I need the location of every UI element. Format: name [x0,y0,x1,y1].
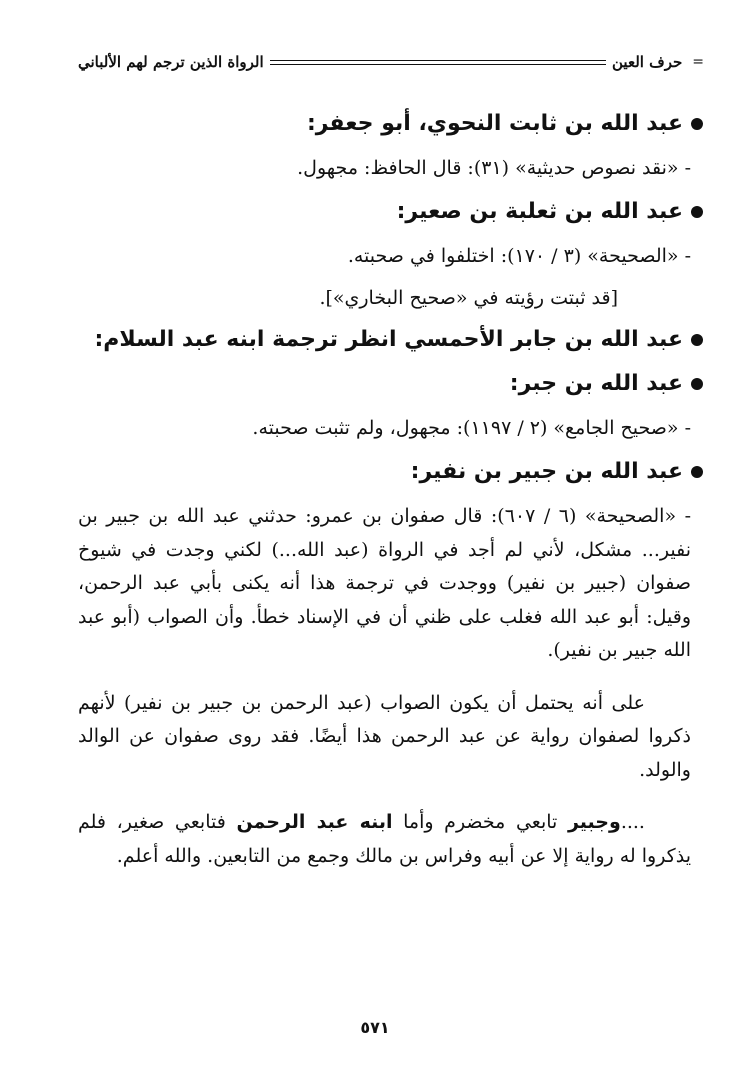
entry-name: عبد الله بن جبير بن نفير: [410,459,683,484]
entry-heading [78,190,703,234]
entry-heading [78,318,703,362]
entry-name: عبد الله بن جبر: [509,371,683,396]
entry-reference: - «الصحيحة» (٣ / ١٧٠): اختلفوا في صحبته. [347,245,691,267]
entry [78,450,703,873]
entry-name: عبد الله بن جابر الأحمسي انظر ترجمة ابنه عبد السلام: [94,327,683,352]
entry [78,190,703,318]
entry [78,102,703,190]
header-mark: = [692,54,703,70]
bullet-icon [691,206,703,218]
entry-heading [78,450,703,494]
bold-name: ابنه عبد الرحمن [236,811,393,833]
bullet-icon [691,378,703,390]
entry-heading [78,362,703,406]
entry-name: عبد الله بن ثابت النحوي، أبو جعفر: [306,111,683,136]
bullet-icon [691,334,703,346]
paragraph-text: .... [620,811,645,833]
entry [78,318,703,362]
header-rule [270,60,606,65]
entry-reference: - «صحيح الجامع» (٢ / ١١٩٧): مجهول، ولم تثبت صحبته. [252,417,691,439]
page-content [78,102,703,892]
entry-paragraph [78,806,703,873]
page-number: ٥٧١ [360,1018,390,1037]
header-title: الرواة الذين ترجم لهم الألباني [78,53,264,71]
entry-paragraph: - «الصحيحة» (٦ / ٦٠٧): قال صفوان بن عمرو: حدثني عبد الله بن جبير بن نفير... مشكل، لأني لم أجد في الرواة (عبد الله...) لكني وجدت في شيوخ صفوان (جبير بن نفير) ووجدت في ترجمة هذا أنه يكنى بأبي عبد الرحمن، وقيل: أبو عبد الله فغلب على ظني أن في الإسناد خطأ. وأن الصواب (أبو عبد الله جبير بن نفير). [78,505,691,661]
entry-name: عبد الله بن ثعلبة بن صعير: [396,199,683,224]
entry-note: [قد ثبتت رؤيته في «صحيح البخاري»]. [319,287,618,309]
entry-paragraph: على أنه يحتمل أن يكون الصواب (عبد الرحمن بن جبير بن نفير) لأنهم ذكروا لصفوان رواية عن عبد الرحمن هذا أيضًا. فقد روى صفوان عن الوالد والولد. [78,691,691,781]
entry [78,362,703,450]
bold-name: وجبير [567,811,621,833]
running-header [78,44,703,80]
paragraph-text: تابعي مخضرم وأما [392,811,568,833]
entry-reference: - «نقد نصوص حديثية» (٣١): قال الحافظ: مجهول. [297,157,691,179]
entry-heading [78,102,703,146]
header-chapter: حرف العين [612,53,683,71]
paragraph-text: فتابعي صغير، فلم يذكروا له رواية إلا عن أبيه وفراس بن مالك وجمع من التابعين. والله أعلم. [78,811,691,867]
bullet-icon [691,466,703,478]
bullet-icon [691,118,703,130]
